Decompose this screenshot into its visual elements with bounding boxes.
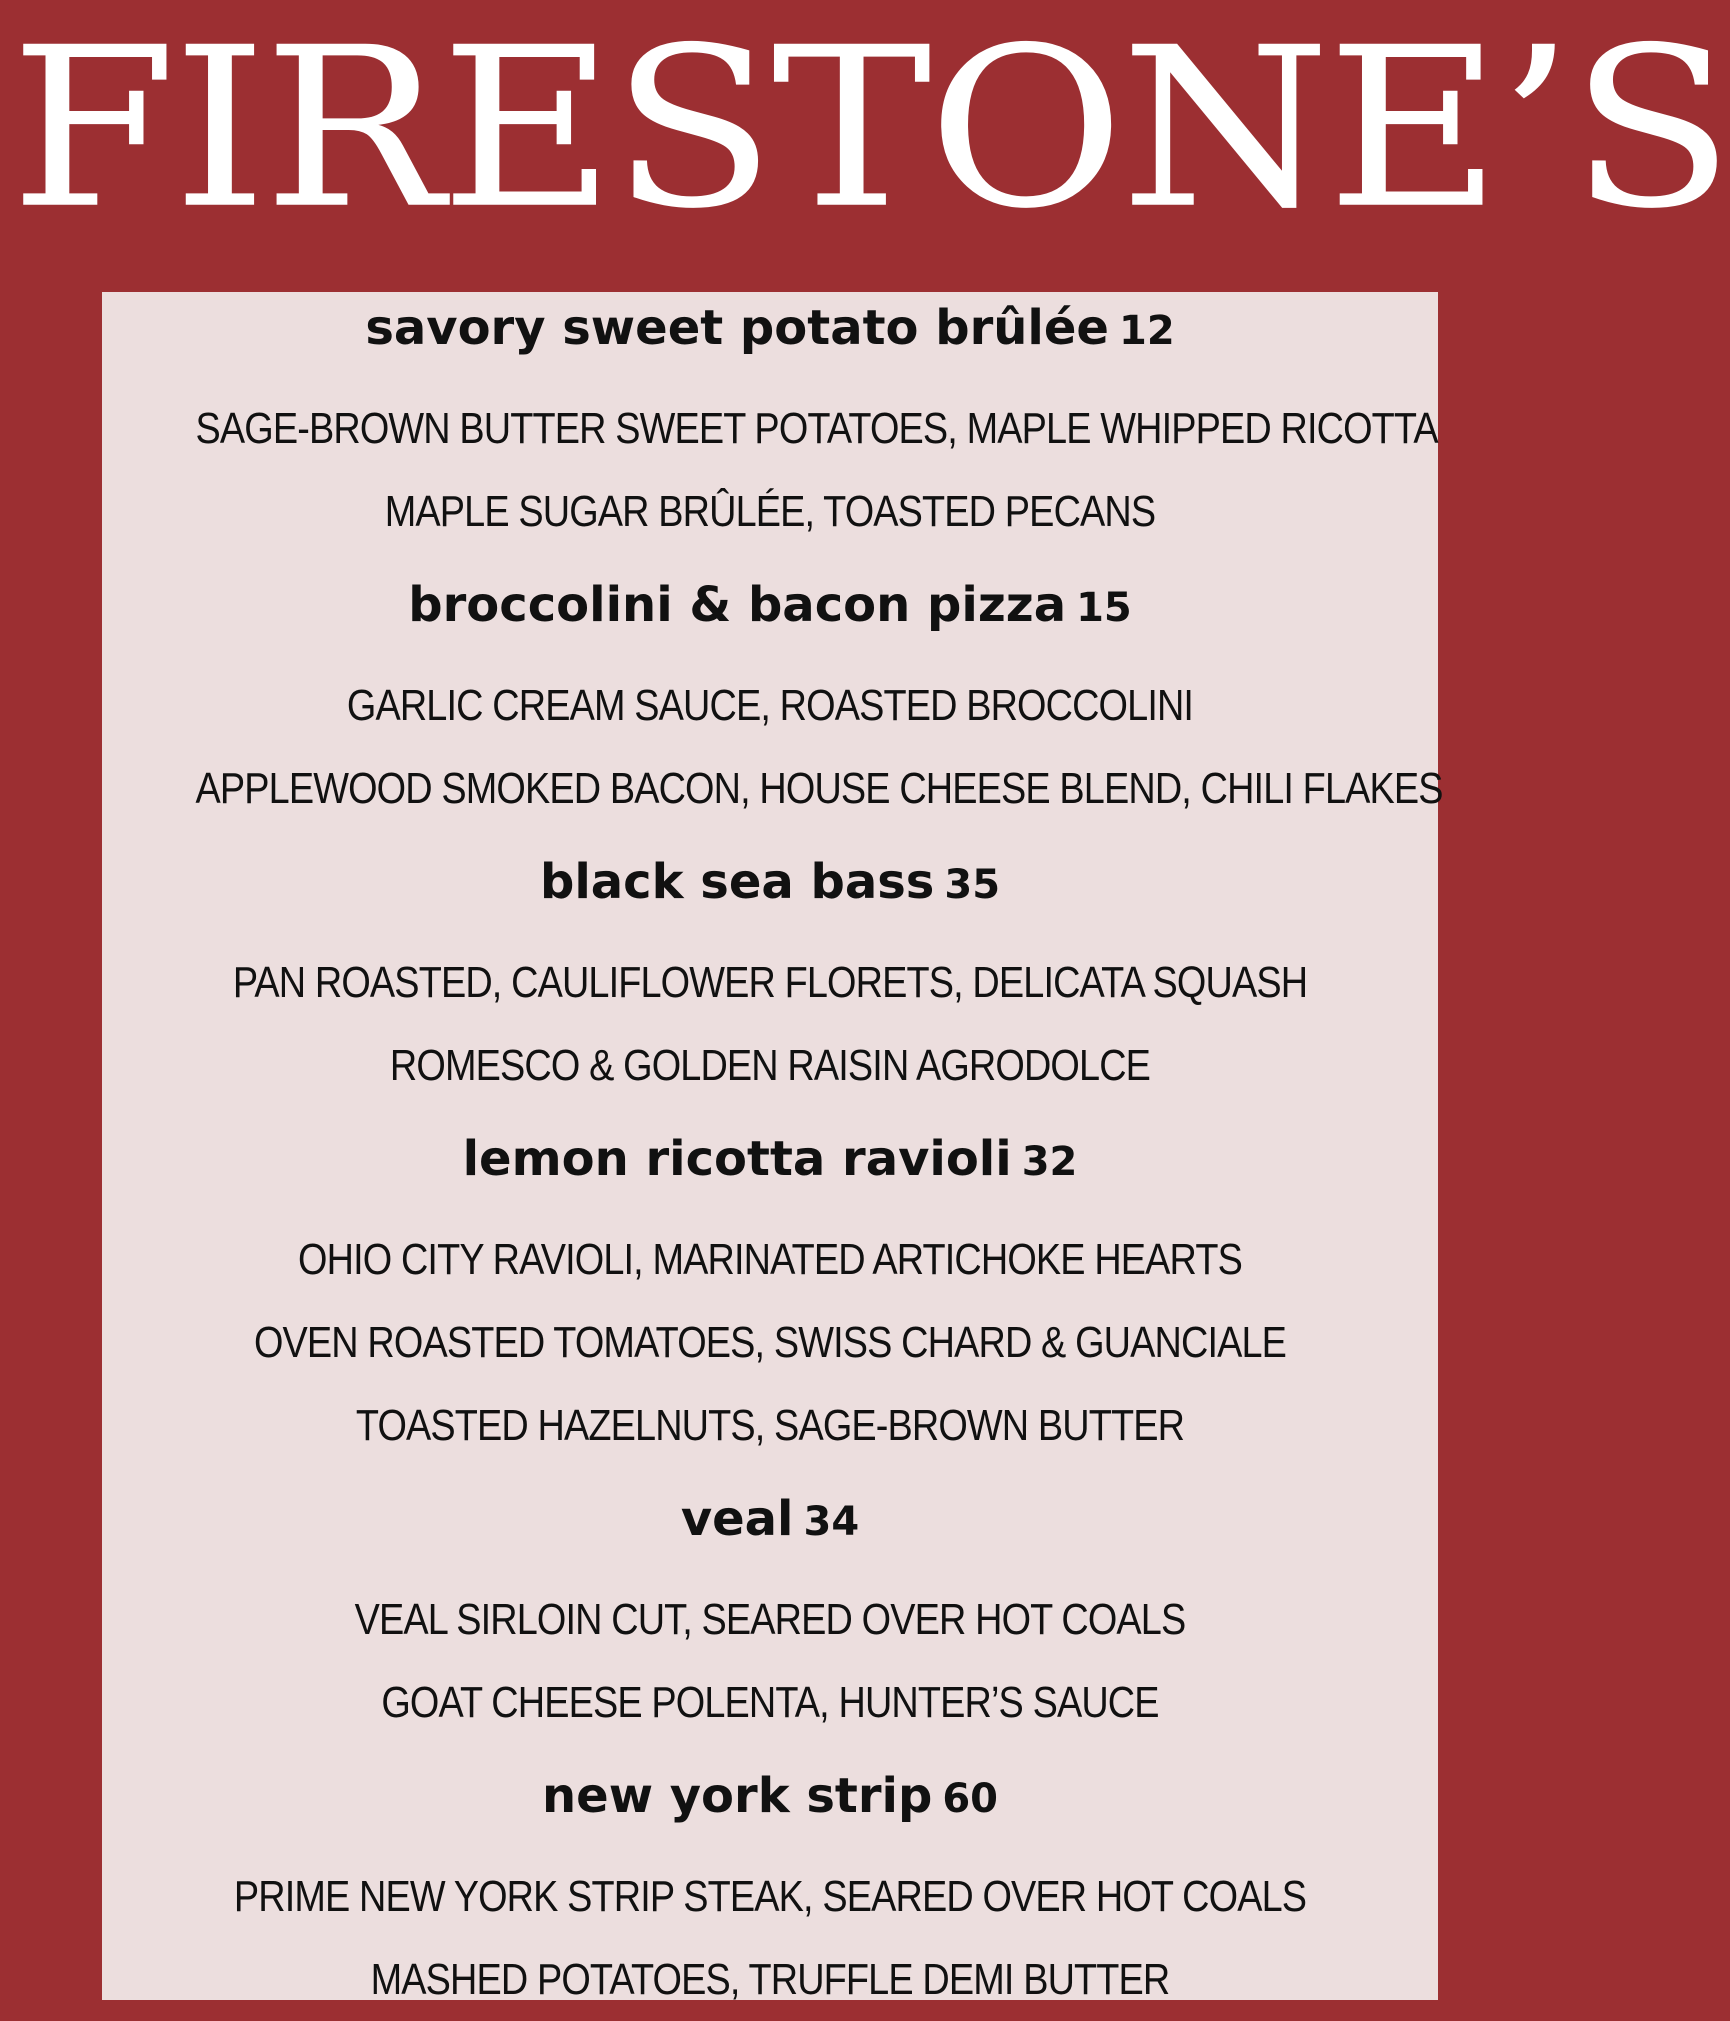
item-name: black sea bass — [539, 854, 935, 910]
description-line: MASHED POTATOES, TRUFFLE DEMI BUTTER — [370, 1955, 1170, 2004]
description-line: ROMESCO & GOLDEN RAISIN AGRODOLCE — [389, 1041, 1151, 1090]
item-name: new york strip — [541, 1768, 933, 1824]
menu-item-broccolini-bacon-pizza — [102, 577, 1443, 830]
description-line: SAGE-BROWN BUTTER SWEET POTATOES, MAPLE WHIPPED RICOTTA — [195, 404, 1438, 453]
item-heading — [102, 577, 1438, 636]
menu-item-new-york-strip — [102, 1768, 1438, 2021]
description-line: OVEN ROASTED TOMATOES, SWISS CHARD & GUANCIALE — [253, 1318, 1287, 1367]
menu-item-veal — [102, 1491, 1438, 1744]
description-line: GARLIC CREAM SAUCE, ROASTED BROCCOLINI — [346, 681, 1194, 730]
restaurant-name: FIRESTONE’S — [10, 0, 1730, 258]
description-line: OHIO CITY RAVIOLI, MARINATED ARTICHOKE HEARTS — [298, 1235, 1242, 1284]
description-line: PRIME NEW YORK STRIP STEAK, SEARED OVER HOT COALS — [233, 1872, 1307, 1921]
description-line: MAPLE SUGAR BRÛLÉE, TOASTED PECANS — [384, 487, 1156, 536]
item-price: 32 — [1021, 1139, 1078, 1185]
item-heading — [102, 1768, 1438, 1827]
description-line: PAN ROASTED, CAULIFLOWER FLORETS, DELICATA SQUASH — [232, 958, 1308, 1007]
item-price: 34 — [803, 1499, 860, 1545]
item-heading — [102, 300, 1438, 359]
item-description — [102, 664, 1443, 830]
item-heading — [102, 1491, 1438, 1550]
menu-item-lemon-ricotta-ravioli — [102, 1131, 1438, 1467]
description-line: GOAT CHEESE POLENTA, HUNTER’S SAUCE — [381, 1678, 1159, 1727]
item-heading — [102, 854, 1438, 913]
item-price: 15 — [1076, 585, 1132, 631]
item-name: broccolini & bacon pizza — [408, 577, 1067, 633]
item-name: lemon ricotta ravioli — [462, 1131, 1012, 1187]
item-description — [102, 387, 1438, 553]
description-line: APPLEWOOD SMOKED BACON, HOUSE CHEESE BLEND, CHILI FLAKES — [195, 764, 1443, 813]
description-line: VEAL SIRLOIN CUT, SEARED OVER HOT COALS — [354, 1595, 1186, 1644]
item-description — [102, 941, 1438, 1107]
description-line: TOASTED HAZELNUTS, SAGE-BROWN BUTTER — [355, 1401, 1185, 1450]
item-description — [102, 1855, 1438, 2021]
item-price: 12 — [1118, 308, 1175, 354]
menu-item-black-sea-bass — [102, 854, 1438, 1107]
item-heading — [102, 1131, 1438, 1190]
item-price: 35 — [944, 862, 1001, 908]
menu-item-sweet-potato-brulee — [102, 300, 1438, 553]
item-name: veal — [680, 1491, 794, 1547]
menu-panel — [102, 292, 1443, 2004]
item-price: 60 — [942, 1776, 999, 1822]
item-description — [102, 1218, 1438, 1467]
item-description — [102, 1578, 1438, 1744]
item-name: savory sweet potato brûlée — [365, 300, 1109, 356]
